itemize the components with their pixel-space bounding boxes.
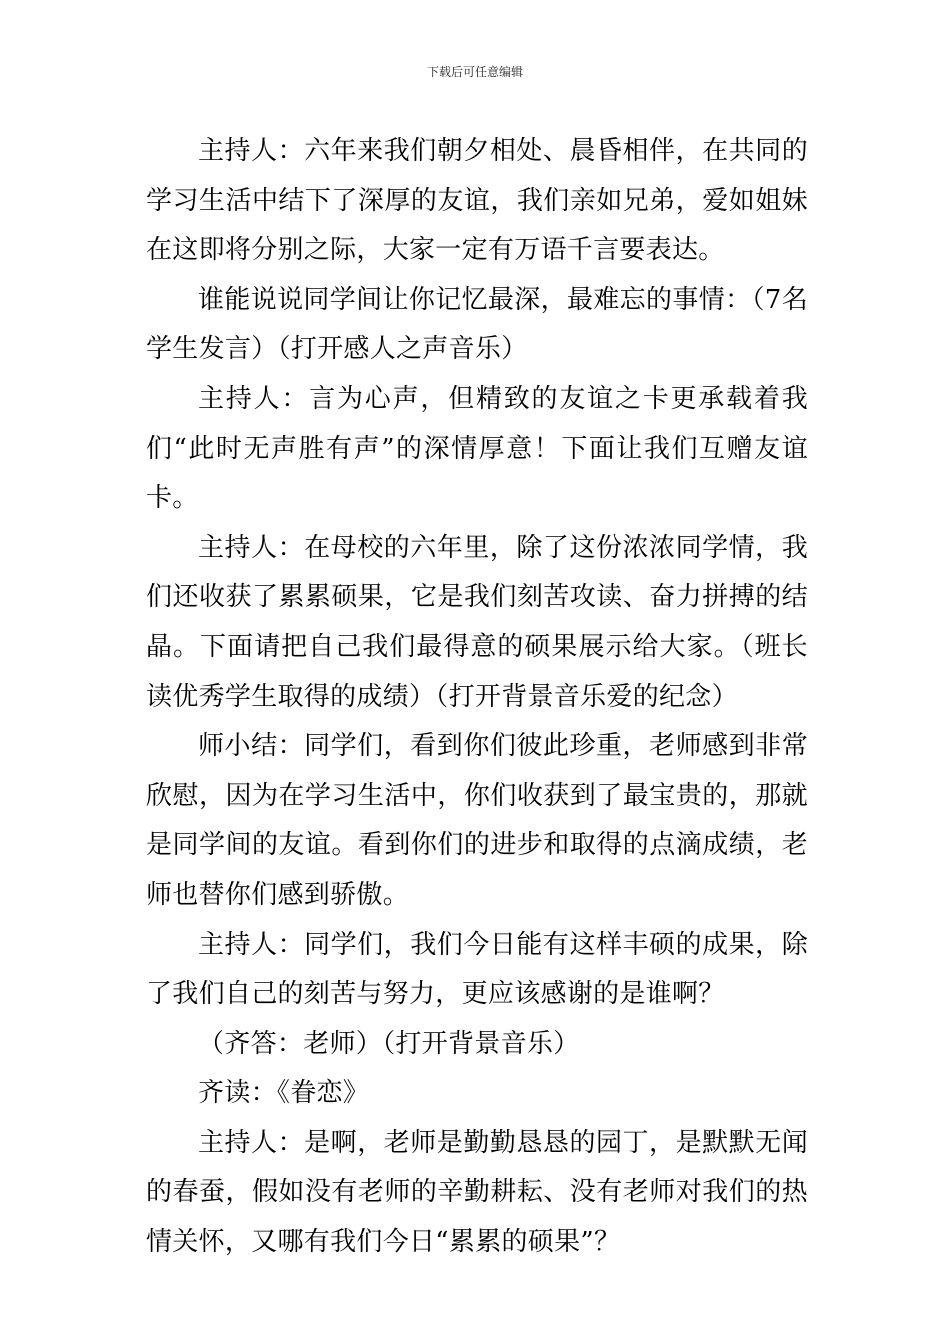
- paragraph-achievements: 主持人：在母校的六年里，除了这份浓浓同学情，我们还收获了累累硕果，它是我们刻苦攻读、奋力拼搏的结晶。下面请把自己我们最得意的硕果展示给大家。（班长读优秀学生取得的成绩）（打开背景音乐爱的纪念）: [146, 532, 808, 712]
- paragraph-thanks-question: 主持人：同学们，我们今日能有这样丰硕的成果，除了我们自己的刻苦与努力，更应该感谢的是谁啊？: [146, 929, 808, 1010]
- paragraph-teacher-summary: 师小结：同学们，看到你们彼此珍重，老师感到非常欣慰，因为在学习生活中，你们收获到了最宝贵的，那就是同学间的友谊。看到你们的进步和取得的点滴成绩，老师也替你们感到骄傲。: [146, 731, 808, 910]
- document-body: [146, 127, 808, 1268]
- paragraph-friendship-card: 主持人：言为心声，但精致的友谊之卡更承载着我们“此时无声胜有声”的深情厚意！下面让我们互赠友谊卡。: [146, 383, 808, 514]
- page-header: 下载后可任意编辑: [426, 65, 523, 79]
- paragraph-recitation: 齐读：《眷恋》: [198, 1078, 370, 1109]
- paragraph-host-friendship: 主持人：六年来我们朝夕相处、晨昏相伴，在共同的学习生活中结下了深厚的友谊，我们亲如兄弟，爱如姐妹在这即将分别之际，大家一定有万语千言要表达。: [146, 136, 808, 266]
- paragraph-chorus-answer: （齐答：老师）（打开背景音乐）: [198, 1028, 580, 1059]
- paragraph-teacher-praise: 主持人：是啊，老师是勤勤恳恳的园丁，是默默无闻的春蚕，假如没有老师的辛勤耕耘、没有老师对我们的热情关怀，又哪有我们今日“累累的硕果”？: [146, 1127, 808, 1258]
- paragraph-memories: 谁能说说同学间让你记忆最深，最难忘的事情：（7名学生发言）（打开感人之声音乐）: [146, 284, 808, 365]
